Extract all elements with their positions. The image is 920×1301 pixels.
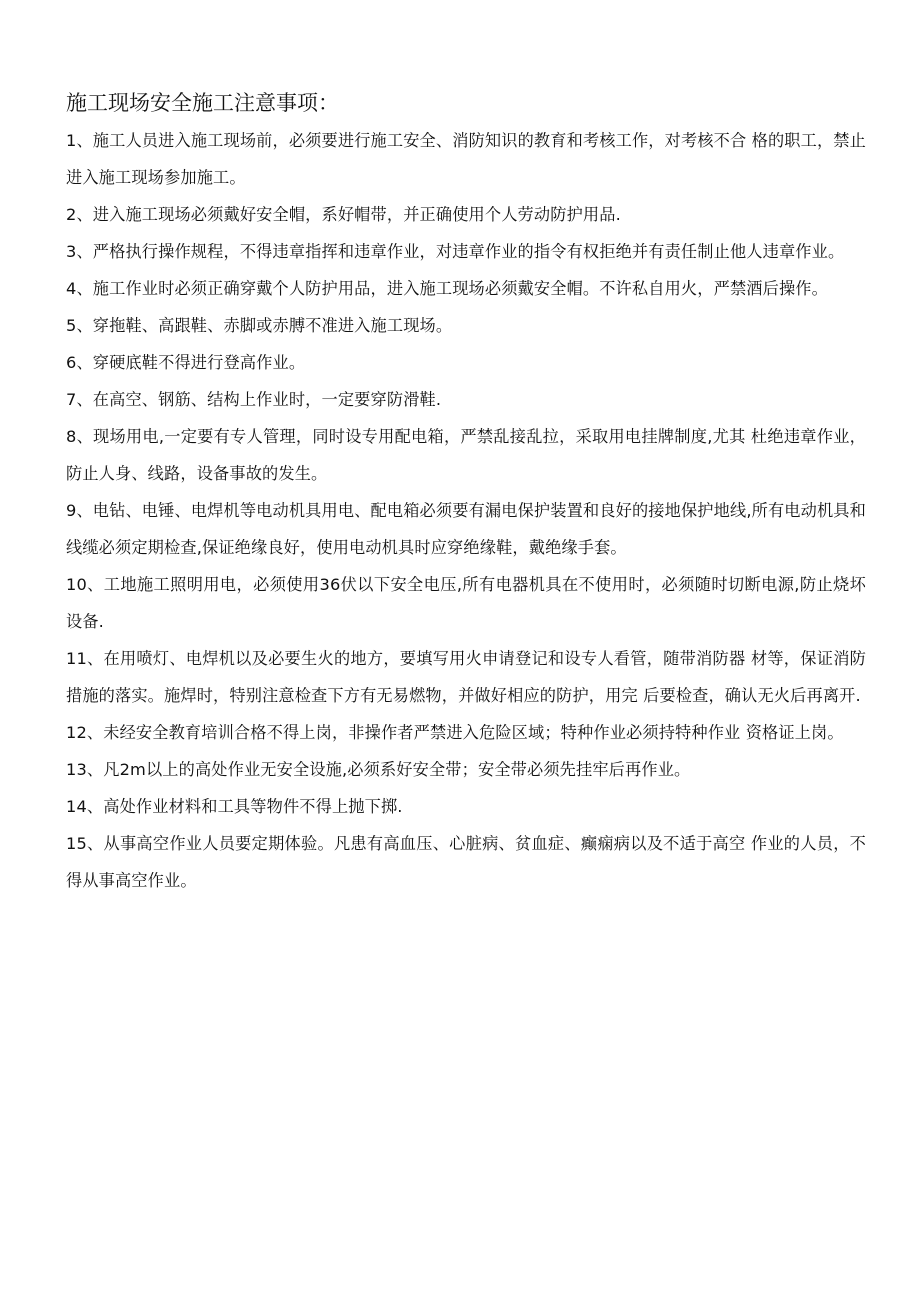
notice-item-4: 4、施工作业时必须正确穿戴个人防护用品，进入施工现场必须戴安全帽。不许私自用火，严禁酒后操作。 bbox=[66, 279, 828, 298]
notice-item-10: 10、工地施工照明用电，必须使用36伏以下安全电压,所有电器机具在不使用时，必须随时切断电源,防止烧坏设备. bbox=[66, 575, 866, 631]
notice-item-1: 1、施工人员进入施工现场前，必须要进行施工安全、消防知识的教育和考核工作，对考核不合 格的职工，禁止进入施工现场参加施工。 bbox=[66, 131, 866, 187]
notice-item-3: 3、严格执行操作规程，不得违章指挥和违章作业，对违章作业的指令有权拒绝并有责任制止他人违章作业。 bbox=[66, 242, 845, 261]
notice-item-7: 7、在高空、钢筋、结构上作业时，一定要穿防滑鞋. bbox=[66, 390, 442, 409]
notice-item-15: 15、从事高空作业人员要定期体验。凡患有高血压、心脏病、贫血症、癫痫病以及不适于高空 作业的人员，不得从事高空作业。 bbox=[66, 834, 866, 890]
notice-item-9: 9、电钻、电锤、电焊机等电动机具用电、配电箱必须要有漏电保护装置和良好的接地保护地线,所有电动机具和线缆必须定期检查,保证绝缘良好，使用电动机具时应穿绝缘鞋，戴绝缘手套。 bbox=[66, 501, 866, 557]
document-page bbox=[66, 88, 866, 899]
notice-item-8: 8、现场用电,一定要有专人管理，同时设专用配电箱，严禁乱接乱拉，采取用电挂牌制度,尤其 杜绝违章作业，防止人身、线路，设备事故的发生。 bbox=[66, 427, 866, 483]
notice-list bbox=[66, 122, 866, 899]
notice-item-14: 14、高处作业材料和工具等物件不得上抛下掷. bbox=[66, 797, 403, 816]
notice-item-2: 2、进入施工现场必须戴好安全帽，系好帽带，并正确使用个人劳动防护用品. bbox=[66, 205, 621, 224]
notice-item-12: 12、未经安全教育培训合格不得上岗，非操作者严禁进入危险区域；特种作业必须持特种作业 资格证上岗。 bbox=[66, 723, 844, 742]
document-title: 施工现场安全施工注意事项： bbox=[66, 91, 339, 115]
notice-item-6: 6、穿硬底鞋不得进行登高作业。 bbox=[66, 353, 306, 372]
notice-item-13: 13、凡2m以上的高处作业无安全设施,必须系好安全带；安全带必须先挂牢后再作业。 bbox=[66, 760, 691, 779]
notice-item-11: 11、在用喷灯、电焊机以及必要生火的地方，要填写用火申请登记和设专人看管，随带消防器 材等，保证消防措施的落实。施焊时，特别注意检查下方有无易燃物，并做好相应的防护，用完 后要检查，确认无火后再离开. bbox=[66, 649, 866, 705]
notice-item-5: 5、穿拖鞋、高跟鞋、赤脚或赤膊不准进入施工现场。 bbox=[66, 316, 453, 335]
